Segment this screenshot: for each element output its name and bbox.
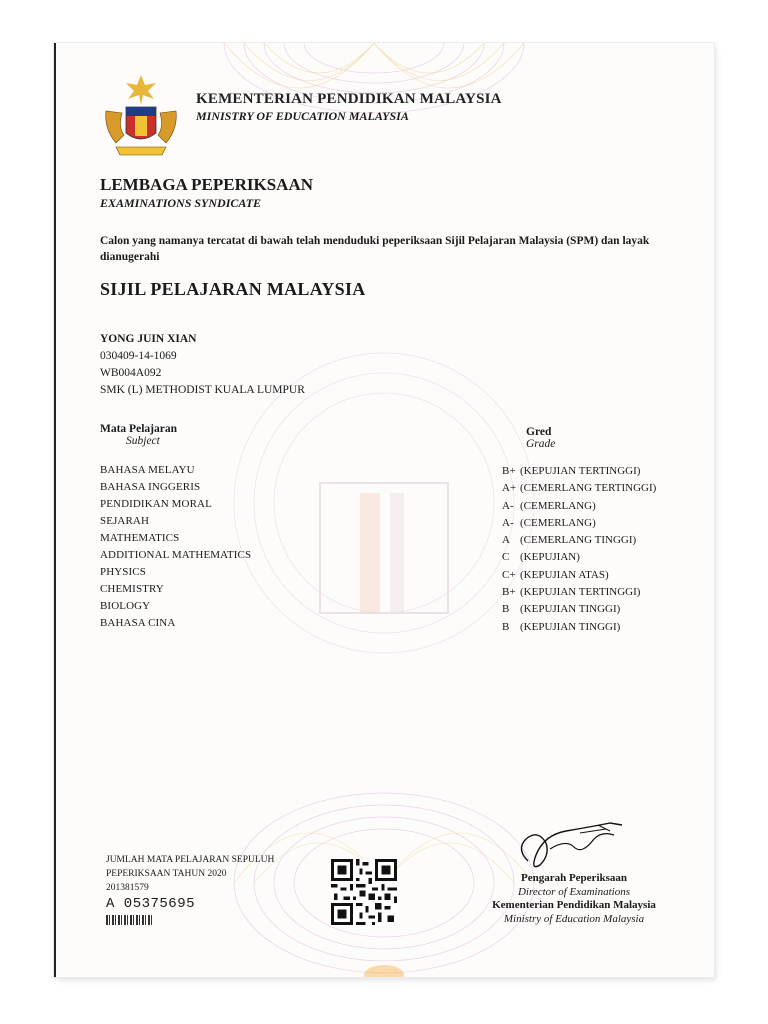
- subject-item: PHYSICS: [100, 566, 146, 578]
- grade-item: [502, 567, 656, 584]
- grade-description: (KEPUJIAN TINGGI): [520, 620, 621, 633]
- director-block: [474, 872, 674, 926]
- grade-description: (CEMERLANG): [520, 516, 596, 529]
- grade-header-ms: Gred: [526, 426, 552, 438]
- subject-header-en: Subject: [126, 435, 160, 447]
- grade-description: (KEPUJIAN): [520, 551, 580, 564]
- director-title-ms: Pengarah Peperiksaan: [520, 872, 628, 884]
- syndicate-name-en: EXAMINATIONS SYNDICATE: [100, 196, 262, 210]
- grade-value: A+: [502, 482, 517, 495]
- subject-item: PENDIDIKAN MORAL: [100, 498, 212, 510]
- grade-value: A: [502, 534, 510, 547]
- grade-item: [502, 515, 656, 532]
- ministry-name-en: MINISTRY OF EDUCATION MALAYSIA: [196, 109, 409, 123]
- serial-number: A 05375695: [106, 896, 196, 912]
- grade-value: B: [502, 603, 510, 616]
- grade-description: (KEPUJIAN ATAS): [520, 568, 609, 581]
- subject-item: BAHASA CINA: [100, 617, 176, 629]
- grade-item: [502, 619, 656, 636]
- subject-count-text: JUMLAH MATA PELAJARAN SEPULUH: [106, 855, 275, 865]
- ministry-name-ms: KEMENTERIAN PENDIDIKAN MALAYSIA: [196, 91, 502, 107]
- grade-description: (KEPUJIAN TINGGI): [520, 603, 621, 616]
- subject-column-header: [100, 423, 177, 447]
- grade-value: B+: [502, 465, 516, 477]
- grade-item: [502, 532, 656, 549]
- grade-list: [502, 463, 656, 636]
- qr-code-icon: [331, 859, 397, 925]
- candidate-name: YONG JUIN XIAN: [100, 333, 197, 345]
- reference-number: 201381579: [106, 883, 149, 893]
- grade-item: [502, 549, 656, 566]
- grade-description: (CEMERLANG TERTINGGI): [520, 482, 657, 495]
- candidate-index-number: WB004A092: [100, 367, 162, 379]
- grade-item: [502, 498, 656, 515]
- intro-text: Calon yang namanya tercatat di bawah telah menduduki peperiksaan Sijil Pelajaran Malaysia (SPM) dan layak dianugerahi: [100, 235, 650, 264]
- subject-item: BIOLOGY: [100, 600, 151, 612]
- syndicate-header: [100, 175, 313, 211]
- grade-value: A-: [502, 516, 514, 529]
- subject-item: ADDITIONAL MATHEMATICS: [100, 549, 252, 561]
- grade-value: B+: [502, 586, 516, 599]
- grade-description: (KEPUJIAN TERTINGGI): [520, 586, 641, 599]
- candidate-ic-number: 030409-14-1069: [100, 350, 177, 362]
- subject-item: MATHEMATICS: [100, 532, 180, 544]
- subject-item: BAHASA INGGERIS: [100, 481, 201, 493]
- malaysia-coat-of-arms-icon: [96, 71, 186, 161]
- candidate-details: [100, 331, 305, 399]
- director-signature-icon: [510, 809, 630, 879]
- director-ministry-ms: Kementerian Pendidikan Malaysia: [492, 899, 656, 911]
- grade-header-en: Grade: [526, 438, 556, 450]
- candidate-school: SMK (L) METHODIST KUALA LUMPUR: [100, 384, 305, 396]
- grade-item: [502, 601, 656, 618]
- certificate-paper: [54, 43, 714, 977]
- exam-year-text: PEPERIKSAAN TAHUN 2020: [106, 869, 227, 879]
- grade-item: [502, 480, 656, 497]
- grade-value: C: [502, 551, 510, 564]
- grade-value: B: [502, 620, 510, 633]
- grade-value: C+: [502, 568, 516, 581]
- syndicate-name-ms: LEMBAGA PEPERIKSAAN: [100, 175, 313, 194]
- subject-item: SEJARAH: [100, 515, 149, 527]
- director-ministry-en: Ministry of Education Malaysia: [503, 912, 645, 925]
- paper-edge: [54, 43, 56, 977]
- barcode-icon: [106, 915, 152, 925]
- grade-description: (CEMERLANG TINGGI): [520, 534, 637, 547]
- grade-value: A-: [502, 499, 514, 512]
- subject-header-ms: Mata Pelajaran: [100, 423, 177, 435]
- grade-column-header: [526, 426, 555, 450]
- ministry-header: [196, 91, 502, 124]
- subject-list: [100, 462, 251, 632]
- footer-summary: [106, 853, 274, 925]
- grade-item: [502, 463, 656, 480]
- grade-description: (CEMERLANG): [520, 499, 596, 512]
- grade-item: [502, 584, 656, 601]
- grade-description: (KEPUJIAN TERTINGGI): [520, 465, 641, 477]
- subject-item: CHEMISTRY: [100, 583, 164, 595]
- director-title-en: Director of Examinations: [517, 885, 631, 898]
- certificate-title: SIJIL PELAJARAN MALAYSIA: [100, 279, 366, 299]
- subject-item: BAHASA MELAYU: [100, 464, 195, 476]
